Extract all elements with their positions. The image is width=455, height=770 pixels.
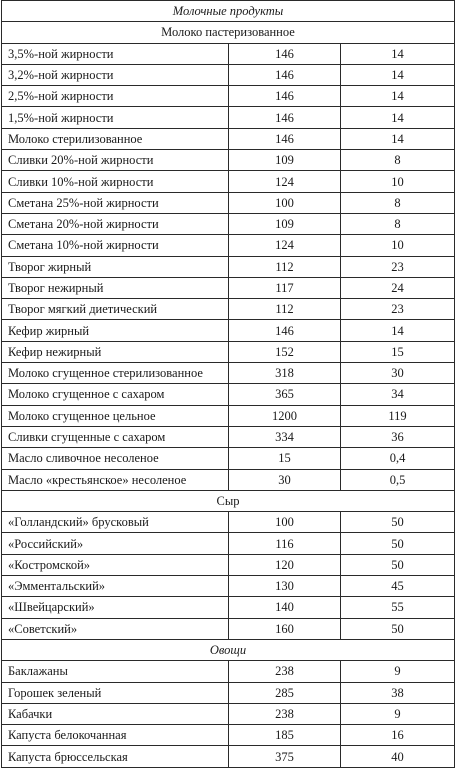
product-name-cell: Сметана 25%-ной жирности <box>2 192 229 213</box>
table-row <box>2 43 455 64</box>
value-cell-1: 146 <box>229 107 341 128</box>
table-row <box>2 107 455 128</box>
table-row <box>2 426 455 447</box>
table-row <box>2 725 455 746</box>
value-cell-1: 146 <box>229 43 341 64</box>
table-row <box>2 320 455 341</box>
product-name-cell: 3,2%-ной жирности <box>2 64 229 85</box>
value-cell-2: 23 <box>341 256 455 277</box>
value-cell-2: 23 <box>341 299 455 320</box>
value-cell-1: 185 <box>229 725 341 746</box>
value-cell-1: 15 <box>229 448 341 469</box>
value-cell-2: 8 <box>341 192 455 213</box>
table-row <box>2 128 455 149</box>
product-name-cell: Кабачки <box>2 703 229 724</box>
value-cell-2: 55 <box>341 597 455 618</box>
value-cell-1: 120 <box>229 554 341 575</box>
value-cell-2: 50 <box>341 554 455 575</box>
product-name-cell: Капуста белокочанная <box>2 725 229 746</box>
value-cell-1: 238 <box>229 661 341 682</box>
table-row <box>2 150 455 171</box>
value-cell-2: 9 <box>341 661 455 682</box>
food-table <box>1 0 455 768</box>
value-cell-2: 8 <box>341 213 455 234</box>
value-cell-1: 152 <box>229 341 341 362</box>
product-name-cell: Творог нежирный <box>2 277 229 298</box>
value-cell-2: 10 <box>341 171 455 192</box>
product-name-cell: «Советский» <box>2 618 229 639</box>
value-cell-2: 15 <box>341 341 455 362</box>
value-cell-2: 14 <box>341 320 455 341</box>
value-cell-1: 285 <box>229 682 341 703</box>
product-name-cell: Кефир жирный <box>2 320 229 341</box>
table-row <box>2 533 455 554</box>
product-name-cell: «Костромской» <box>2 554 229 575</box>
value-cell-2: 36 <box>341 426 455 447</box>
value-cell-1: 124 <box>229 171 341 192</box>
value-cell-2: 9 <box>341 703 455 724</box>
value-cell-2: 14 <box>341 107 455 128</box>
table-row <box>2 597 455 618</box>
value-cell-2: 119 <box>341 405 455 426</box>
value-cell-1: 334 <box>229 426 341 447</box>
table-row <box>2 192 455 213</box>
value-cell-1: 124 <box>229 235 341 256</box>
product-name-cell: Сметана 10%-ной жирности <box>2 235 229 256</box>
value-cell-2: 50 <box>341 618 455 639</box>
section-title: Молоко пастеризованное <box>2 22 455 43</box>
value-cell-1: 109 <box>229 213 341 234</box>
product-name-cell: 1,5%-ной жирности <box>2 107 229 128</box>
table-row <box>2 299 455 320</box>
table-row <box>2 341 455 362</box>
product-name-cell: «Российский» <box>2 533 229 554</box>
product-name-cell: Молоко сгущенное с сахаром <box>2 384 229 405</box>
value-cell-2: 16 <box>341 725 455 746</box>
product-name-cell: 2,5%-ной жирности <box>2 86 229 107</box>
value-cell-1: 375 <box>229 746 341 767</box>
value-cell-2: 10 <box>341 235 455 256</box>
product-name-cell: Капуста брюссельская <box>2 746 229 767</box>
value-cell-2: 0,4 <box>341 448 455 469</box>
value-cell-1: 238 <box>229 703 341 724</box>
table-row <box>2 213 455 234</box>
value-cell-1: 109 <box>229 150 341 171</box>
product-name-cell: Сливки 20%-ной жирности <box>2 150 229 171</box>
product-name-cell: Молоко стерилизованное <box>2 128 229 149</box>
product-name-cell: Масло сливочное несоленое <box>2 448 229 469</box>
product-name-cell: Баклажаны <box>2 661 229 682</box>
section-title: Молочные продукты <box>2 1 455 22</box>
product-name-cell: Молоко сгущенное стерилизованное <box>2 363 229 384</box>
value-cell-2: 38 <box>341 682 455 703</box>
value-cell-1: 1200 <box>229 405 341 426</box>
value-cell-2: 34 <box>341 384 455 405</box>
value-cell-2: 30 <box>341 363 455 384</box>
product-name-cell: Сливки сгущенные с сахаром <box>2 426 229 447</box>
value-cell-1: 130 <box>229 576 341 597</box>
product-name-cell: Горошек зеленый <box>2 682 229 703</box>
value-cell-2: 50 <box>341 533 455 554</box>
value-cell-2: 14 <box>341 43 455 64</box>
value-cell-1: 100 <box>229 512 341 533</box>
product-name-cell: Молоко сгущенное цельное <box>2 405 229 426</box>
product-name-cell: Кефир нежирный <box>2 341 229 362</box>
value-cell-2: 14 <box>341 128 455 149</box>
section-title: Овощи <box>2 639 455 660</box>
product-name-cell: «Голландский» брусковый <box>2 512 229 533</box>
table-row <box>2 405 455 426</box>
value-cell-1: 160 <box>229 618 341 639</box>
table-row <box>2 576 455 597</box>
table-row <box>2 618 455 639</box>
value-cell-1: 365 <box>229 384 341 405</box>
table-row <box>2 256 455 277</box>
product-name-cell: Сметана 20%-ной жирности <box>2 213 229 234</box>
section-header <box>2 22 455 43</box>
value-cell-1: 146 <box>229 86 341 107</box>
table-row <box>2 86 455 107</box>
table-row <box>2 554 455 575</box>
table-row <box>2 746 455 767</box>
table-row <box>2 363 455 384</box>
value-cell-1: 146 <box>229 64 341 85</box>
value-cell-2: 14 <box>341 64 455 85</box>
value-cell-2: 24 <box>341 277 455 298</box>
section-title: Сыр <box>2 490 455 511</box>
value-cell-1: 140 <box>229 597 341 618</box>
table-row <box>2 682 455 703</box>
value-cell-2: 45 <box>341 576 455 597</box>
table-row <box>2 469 455 490</box>
table-row <box>2 448 455 469</box>
value-cell-2: 8 <box>341 150 455 171</box>
section-header <box>2 639 455 660</box>
value-cell-2: 50 <box>341 512 455 533</box>
table-row <box>2 277 455 298</box>
product-name-cell: Творог жирный <box>2 256 229 277</box>
product-name-cell: Сливки 10%-ной жирности <box>2 171 229 192</box>
value-cell-1: 30 <box>229 469 341 490</box>
product-name-cell: «Швейцарский» <box>2 597 229 618</box>
food-table-body <box>2 1 455 768</box>
value-cell-1: 116 <box>229 533 341 554</box>
table-row <box>2 512 455 533</box>
section-header <box>2 490 455 511</box>
value-cell-1: 117 <box>229 277 341 298</box>
value-cell-2: 14 <box>341 86 455 107</box>
product-name-cell: 3,5%-ной жирности <box>2 43 229 64</box>
table-row <box>2 384 455 405</box>
value-cell-1: 100 <box>229 192 341 213</box>
table-row <box>2 661 455 682</box>
table-row <box>2 703 455 724</box>
table-row <box>2 235 455 256</box>
table-row <box>2 171 455 192</box>
value-cell-2: 0,5 <box>341 469 455 490</box>
value-cell-1: 112 <box>229 256 341 277</box>
value-cell-2: 40 <box>341 746 455 767</box>
table-row <box>2 64 455 85</box>
value-cell-1: 146 <box>229 320 341 341</box>
product-name-cell: Масло «крестьянское» несоленое <box>2 469 229 490</box>
value-cell-1: 318 <box>229 363 341 384</box>
value-cell-1: 146 <box>229 128 341 149</box>
value-cell-1: 112 <box>229 299 341 320</box>
product-name-cell: Творог мягкий диетический <box>2 299 229 320</box>
product-name-cell: «Эмментальский» <box>2 576 229 597</box>
section-header <box>2 1 455 22</box>
